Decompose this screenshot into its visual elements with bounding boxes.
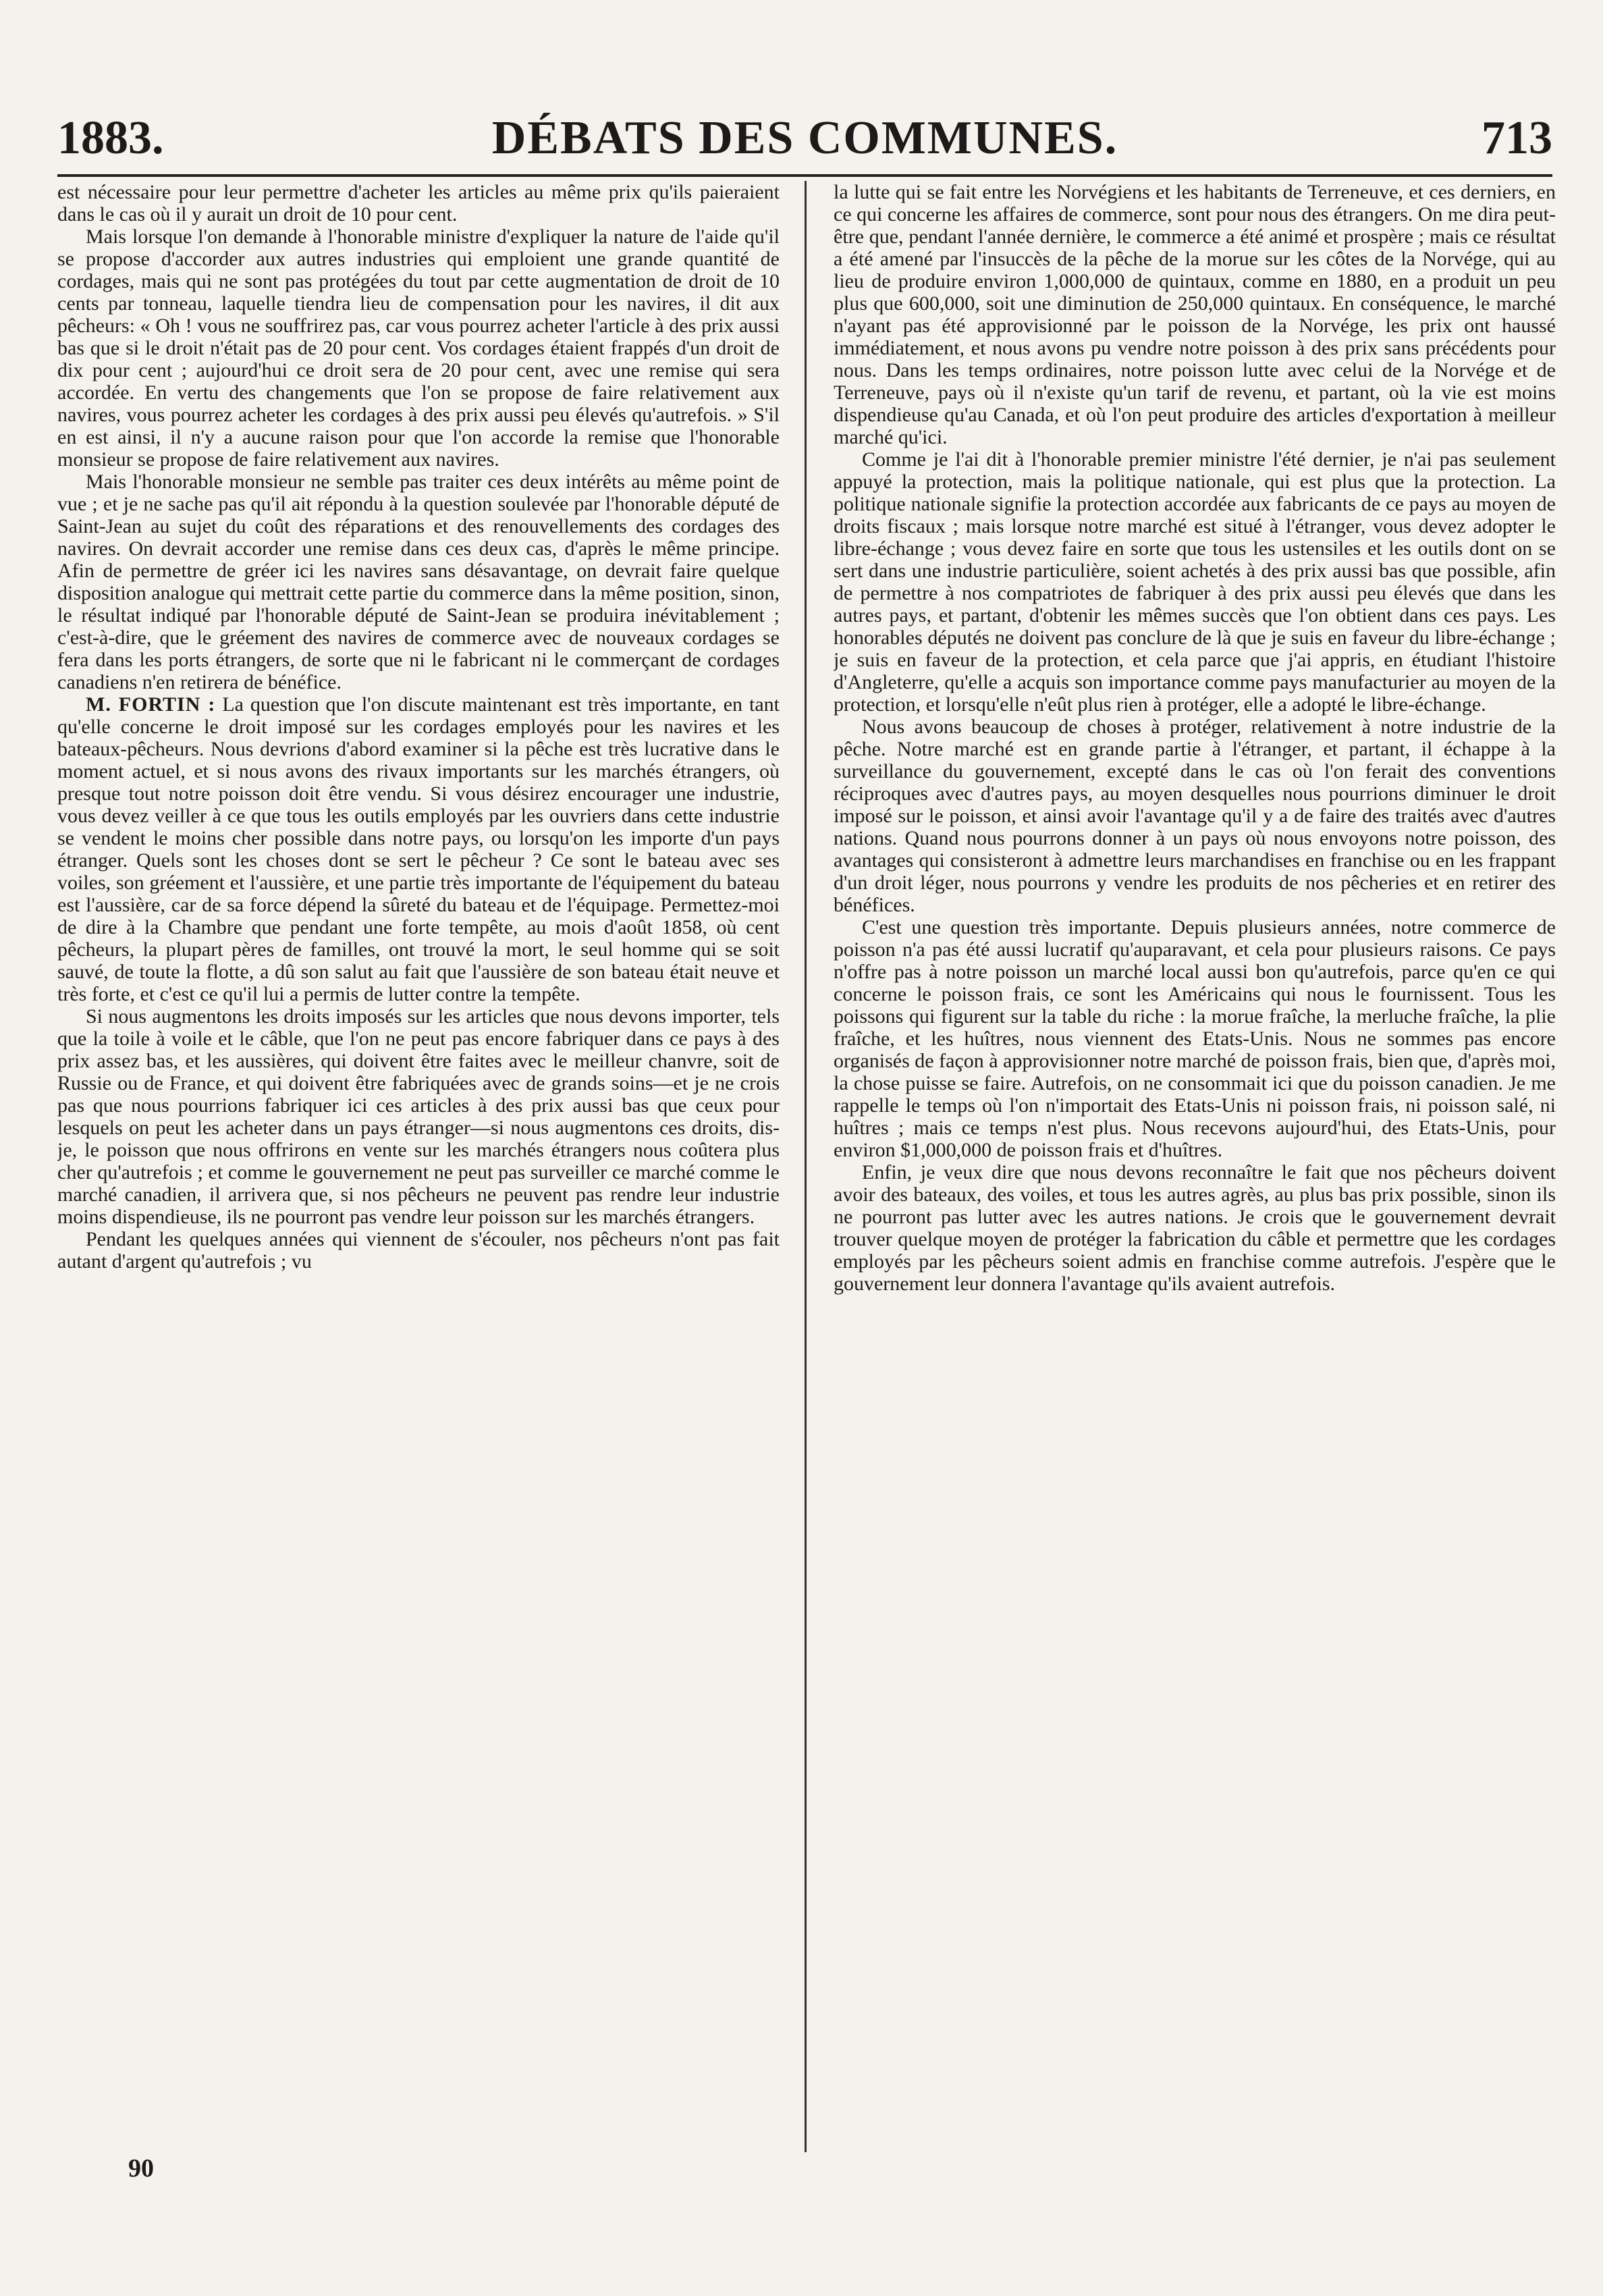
column-divider <box>805 181 807 2152</box>
page-header <box>57 108 1552 169</box>
paragraph-text: Mais l'honorable monsieur ne semble pas traiter ces deux intérêts au même point de vue ; et je ne sache pas qu'il ait répondu à la question soulevée par l'honorable député de Saint-Jean au sujet du coût des réparations et des renouvellements des cordages des navires. On devrait accorder une remise dans ces deux cas, d'après le même principe. Afin de permettre de gréer ici les navires sans désavantage, on devrait faire quelque disposition analogue qui mettrait cette partie du commerce dans la même position, sinon, le résultat indiqué par l'honorable député de Saint-Jean se produira inévitablement ; c'est-à-dire, que le gréement des navires de commerce avec de nouveaux cordages se fera dans les ports étrangers, de sorte que ni le fabricant ni le commerçant de cordages canadiens n'en retirera de bénéfice. <box>57 471 780 693</box>
paragraph <box>57 693 780 1005</box>
paragraph-text: Comme je l'ai dit à l'honorable premier ministre l'été dernier, je n'ai pas seulement appuyé la protection, mais la politique nationale, qui est plus que la protection. La politique nationale signifie la protection accordée aux fabricants de ce pays au moyen de droits fiscaux ; mais lorsque notre marché est situé à l'étranger, vous devez adopter le libre-échange ; vous devez faire en sorte que tous les ustensiles et les outils dont on se sert dans une industrie particulière, soient achetés à des prix aussi bas que possible, afin de permettre à nos compatriotes de fabriquer à des prix aussi peu élevés que dans les autres pays, et partant, d'obtenir les mêmes succès que l'on obtient dans ces pays. Les honorables députés ne doivent pas conclure de là que je suis en faveur du libre-échange ; je suis en faveur de la protection, et cela parce que j'ai appris, en étudiant l'histoire d'Angleterre, qu'elle a acquis son importance comme pays manufacturier au moyen de la protection, et lorsqu'elle n'eût plus rien à protéger, elle a adopté le libre-échange. <box>834 448 1556 716</box>
left-column <box>57 181 780 2152</box>
paragraph <box>57 471 780 693</box>
right-column <box>834 181 1556 2152</box>
text-columns <box>57 181 1556 2152</box>
paragraph <box>834 181 1556 448</box>
paragraph <box>57 181 780 225</box>
header-rule <box>57 174 1552 177</box>
paragraph-text: Nous avons beaucoup de choses à protéger, relativement à notre industrie de la pêche. Notre marché est en grande partie à l'étranger, et partant, il échappe à la surveillance du gouvernement, excepté dans le cas où l'on ferait des conventions réciproques avec d'autres pays, au moyen desquelles nous pourrions diminuer le droit imposé sur le poisson, et ainsi avoir l'avantage qu'il y a de faire des traités avec d'autres nations. Quand nous pourrons donner à un pays où nous envoyons notre poisson, des avantages qui consisteront à admettre leurs marchandises en franchise ou en les frappant d'un droit léger, nous pourrons y vendre les produits de nos pêcheries et en retirer des bénéfices. <box>834 716 1556 916</box>
paragraph-text: Pendant les quelques années qui viennent de s'écouler, nos pêcheurs n'ont pas fait autant d'argent qu'autrefois ; vu <box>57 1228 780 1273</box>
paragraph <box>57 225 780 471</box>
paragraph <box>57 1005 780 1228</box>
paragraph-text: C'est une question très importante. Depuis plusieurs années, notre commerce de poisson n'a pas été aussi lucratif qu'auparavant, et cela pour plusieurs raisons. Ce pays n'offre pas à notre poisson un marché local aussi bon qu'autrefois, parce qu'en ce qui concerne le poisson frais, ce sont les Américains qui nous le fournissent. Tous les poissons qui figurent sur la table du riche : la morue fraîche, la merluche fraîche, la plie fraîche, et les huîtres, nous viennent des Etats-Unis. Nous ne sommes pas encore organisés de façon à approvisionner notre marché de poisson frais, bien que, d'après moi, la chose puisse se faire. Autrefois, on ne consommait ici que du poisson canadien. Je me rappelle le temps où l'on n'importait des Etats-Unis ni poisson frais, ni poisson salé, ni huîtres ; mais ce temps n'est plus. Nous recevons aujourd'hui, des Etats-Unis, pour environ $1,000,000 de poisson frais et d'huîtres. <box>834 916 1556 1161</box>
paragraph <box>834 916 1556 1161</box>
paragraph-text: Enfin, je veux dire que nous devons reconnaître le fait que nos pêcheurs doivent avoir des bateaux, des voiles, et tous les autres agrès, au plus bas prix possible, sinon ils ne pourront pas lutter avec les autres nations. Je crois que le gouvernement devrait trouver quelque moyen de protéger la fabrication du câble et permettre que les cordages employés par les pêcheurs soient admis en franchise comme autrefois. J'espère que le gouvernement leur donnera l'avantage qu'ils avaient autrefois. <box>834 1161 1556 1295</box>
header-title: DÉBATS DES COMMUNES. <box>491 112 1118 164</box>
paragraph <box>834 716 1556 916</box>
paragraph <box>834 448 1556 716</box>
paragraph-text: Si nous augmentons les droits imposés sur les articles que nous devons importer, tels que la toile à voile et le câble, que l'on ne peut pas encore fabriquer dans ce pays à des prix assez bas, et les aussières, qui doivent être faites avec le meilleur chanvre, soit de Russie ou de France, et qui doivent être fabriquées avec de grands soins—et je ne crois pas que nous pourrions fabriquer ici ces articles à des prix aussi bas que ceux pour lesquels on peut les acheter dans un pays étranger—si nous augmentons ces droits, dis-je, le poisson que nous offrirons en vente sur les marchés étrangers nous coûtera plus cher qu'autrefois ; et comme le gouvernement ne peut pas surveiller ce marché comme le marché canadien, il arrivera que, si nos pêcheurs ne peuvent pas rendre leur industrie moins dispendieuse, ils ne pourront pas vendre leur poisson sur les marchés étrangers. <box>57 1005 780 1228</box>
paragraph <box>834 1161 1556 1295</box>
paragraph-text: est nécessaire pour leur permettre d'acheter les articles au même prix qu'ils paieraient dans le cas où il y aurait un droit de 10 pour cent. <box>57 181 780 225</box>
speaker-name: M. FORTIN : <box>86 693 216 716</box>
header-year: 1883. <box>57 112 164 164</box>
paragraph-text: Mais lorsque l'on demande à l'honorable ministre d'expliquer la nature de l'aide qu'il se propose d'accorder aux autres industries qui emploient une grande quantité de cordages, mais qui ne sont pas protégées du tout par cette augmentation de droit de 10 cents par tonneau, laquelle tiendra lieu de compensation pour les navires, il dit aux pêcheurs: « Oh ! vous ne souffrirez pas, car vous pourrez acheter l'article à des prix aussi bas que si le droit n'était pas de 20 pour cent. Vos cordages étaient frappés d'un droit de dix pour cent ; aujourd'hui ce droit sera de 20 pour cent, avec une remise qui sera accordée. En vertu des changements que l'on se propose de faire relativement aux navires, vous pourrez acheter les cordages à des prix aussi peu élevés qu'autrefois. » S'il en est ainsi, il n'y a aucune raison pour que l'on accorde la remise que l'honorable monsieur se propose de faire relativement aux navires. <box>57 225 780 471</box>
paragraph-text: La question que l'on discute maintenant est très importante, en tant qu'elle concerne le droit imposé sur les cordages employés pour les navires et les bateaux-pêcheurs. Nous devrions d'abord examiner si la pêche est très lucrative dans le moment actuel, et si nous avons des rivaux importants sur les marchés étrangers, où presque tout notre poisson doit être vendu. Si vous désirez encourager une industrie, vous devez veiller à ce que tous les outils employés par les ouvriers dans cette industrie se vendent le moins cher possible dans notre pays, ou lorsqu'on les importe d'un pays étranger. Quels sont les choses dont se sert le pêcheur ? Ce sont le bateau avec ses voiles, son gréement et l'aussière, et une partie très importante de l'équipement du bateau est l'aussière, car de sa force dépend la sûreté du bateau et de l'équipage. Permettez-moi de dire à la Chambre que pendant une forte tempête, au mois d'août 1858, où cent pêcheurs, la plupart pères de familles, ont trouvé la mort, le seul homme qui se soit sauvé, de toute la flotte, a dû son salut au fait que l'aussière de son bateau était neuve et très forte, et c'est ce qu'il lui a permis de lutter contre la tempête. <box>57 693 780 1005</box>
signature-mark: 90 <box>128 2154 154 2183</box>
header-page-number: 713 <box>1482 112 1552 164</box>
paragraph <box>57 1228 780 1273</box>
paragraph-text: la lutte qui se fait entre les Norvégiens et les habitants de Terreneuve, et ces derniers, en ce qui concerne les affaires de commerce, sont pour nous des étrangers. On me dira peut-être que, pendant l'année dernière, le commerce a été animé et prospère ; mais ce résultat a été amené par l'insuccès de la pêche de la morue sur les côtes de la Norvége, qui au lieu de produire environ 1,000,000 de quintaux, comme en 1880, en a produit un peu plus que 600,000, soit une diminution de 250,000 quintaux. En conséquence, le marché n'ayant pas été approvisionné par le poisson de la Norvége, les prix ont haussé immédiatement, et nous avons pu vendre notre poisson à des prix sans précédents pour nous. Dans les temps ordinaires, notre poisson lutte avec celui de la Norvége et de Terreneuve, pays où il n'existe qu'un tarif de revenu, et partant, où la vie est moins dispendieuse qu'au Canada, et où l'on peut produire des articles d'exportation à meilleur marché qu'ici. <box>834 181 1556 448</box>
